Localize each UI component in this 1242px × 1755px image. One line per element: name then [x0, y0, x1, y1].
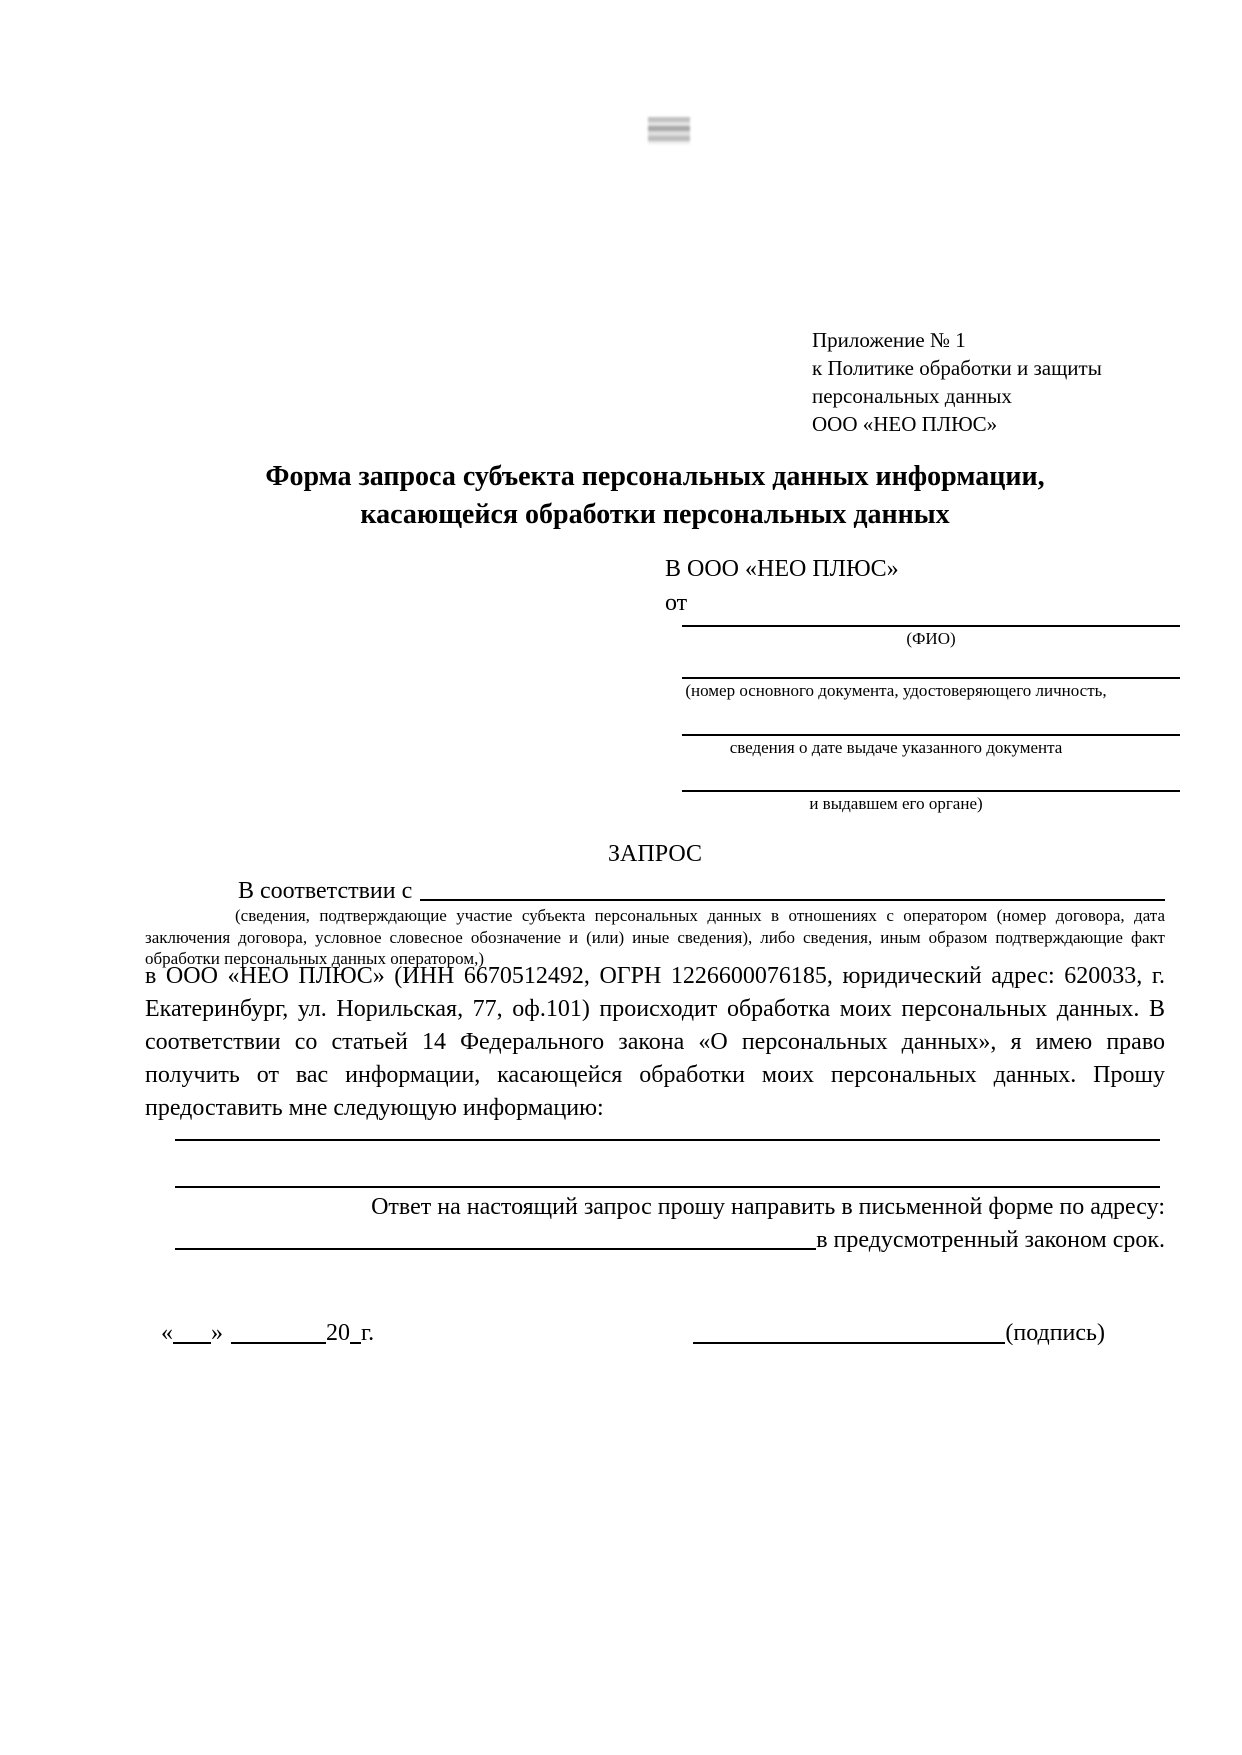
annex-line-4: ООО «НЕО ПЛЮС»: [812, 412, 998, 436]
fio-blank-line: [682, 625, 1180, 627]
addressee-from-label: от: [665, 590, 688, 616]
request-heading: ЗАПРОС: [608, 841, 702, 867]
date-close-quote: »: [211, 1320, 223, 1346]
info-blank-line-2: [175, 1186, 1160, 1188]
info-blank-line-1: [175, 1139, 1160, 1141]
day-blank: [173, 1337, 211, 1344]
doc-caption-3: и выдавшем его органе): [809, 794, 983, 813]
doc-caption-2: сведения о дате выдаче указанного документа: [729, 738, 1063, 757]
signature-row: [161, 1320, 1105, 1347]
reply-address-line: Ответ на настоящий запрос прошу направить в письменной форме по адресу:: [371, 1194, 1165, 1220]
date-field: [161, 1320, 374, 1347]
address-blank-line: [175, 1248, 816, 1250]
month-blank: [231, 1337, 326, 1344]
doc-blank-line-2: [682, 734, 1180, 736]
annex-line-3: персональных данных: [812, 384, 1012, 408]
body-paragraph: в ООО «НЕО ПЛЮС» (ИНН 6670512492, ОГРН 1226600076185, юридический адрес: 620033, г. Екатеринбург, ул. Норильская, 77, оф.101) происходит обработка моих персональных данных. В соответствии со статьей 14 Федерального закона «О персональных данных», я имею право получить от вас информации, касающейся обработки моих персональных данных. Прошу предоставить мне следующую информацию:: [145, 963, 1165, 1121]
signature-blank: [693, 1337, 1005, 1344]
reply-term-row: [175, 1222, 1165, 1254]
intro-row: [145, 874, 1165, 905]
signature-field: [693, 1320, 1105, 1347]
signature-caption: (подпись): [1005, 1320, 1105, 1346]
doc-caption-1: (номер основного документа, удостоверяющего личность,: [685, 681, 1107, 700]
year-prefix: 20: [326, 1320, 350, 1346]
annex-header: [812, 326, 1102, 438]
title-line-2: касающейся обработки персональных данных: [360, 499, 950, 530]
reply-term-suffix: в предусмотренный законом срок.: [816, 1227, 1165, 1253]
annex-line-1: Приложение № 1: [812, 328, 966, 352]
doc-blank-line-1: [682, 677, 1180, 679]
doc-blank-line-3: [682, 790, 1180, 792]
footnote-paragraph: (сведения, подтверждающие участие субъекта персональных данных в отношениях с оператором (номер договора, дата заключения договора, условное словесное обозначение и (или) иные сведения), либо сведения, иным образом подтверждающие факт обработки персональных данных оператором,): [145, 906, 1165, 968]
year-blank: [350, 1337, 361, 1344]
title-line-1: Форма запроса субъекта персональных данных информации,: [265, 461, 1045, 492]
fio-caption: (ФИО): [906, 629, 956, 648]
annex-line-2: к Политике обработки и защиты: [812, 356, 1102, 380]
intro-blank-line: [420, 899, 1165, 901]
intro-prefix: В соответствии с: [238, 878, 413, 904]
year-suffix: г.: [361, 1320, 375, 1346]
date-open-quote: «: [161, 1320, 173, 1346]
embedded-image-icon: [648, 117, 690, 144]
document-title: [145, 458, 1165, 534]
addressee-to: В ООО «НЕО ПЛЮС»: [665, 556, 899, 582]
